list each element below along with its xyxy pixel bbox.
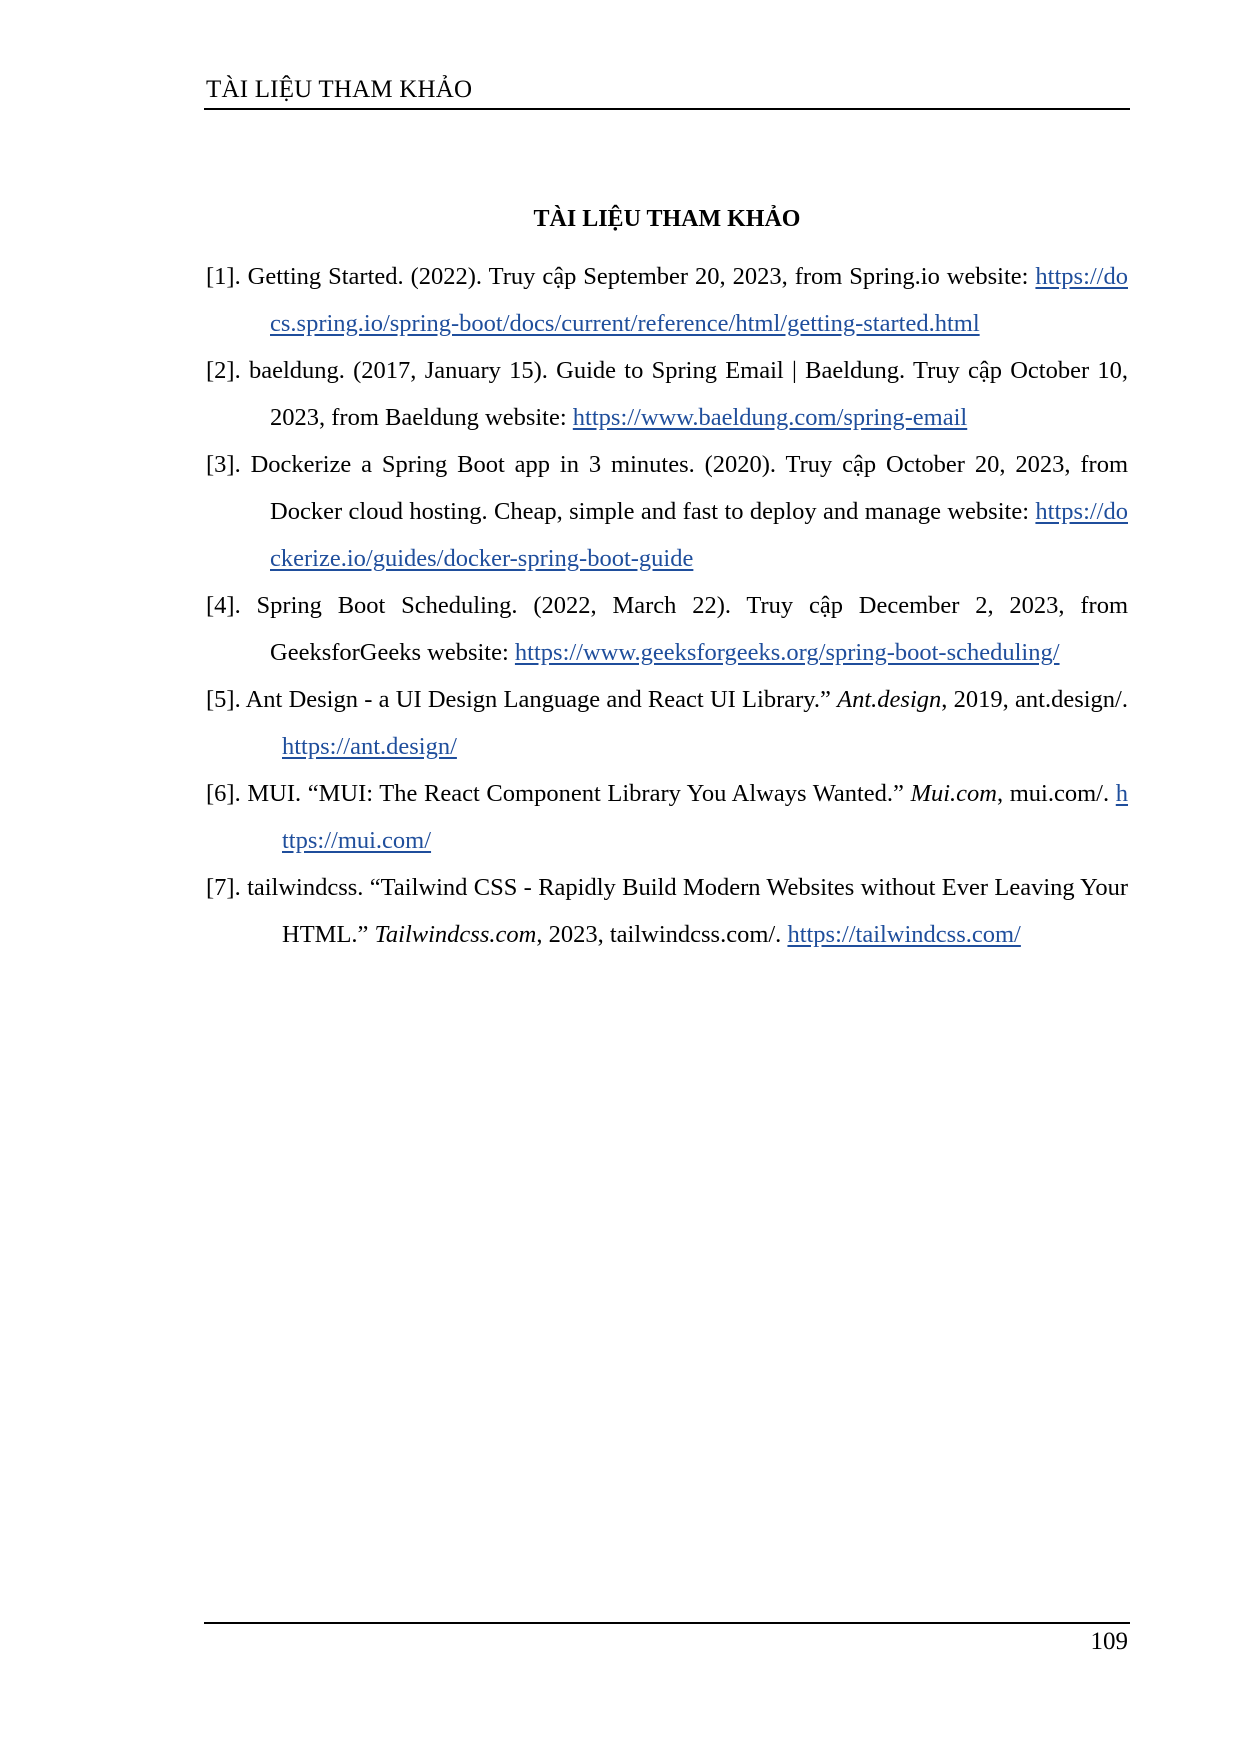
reference-number: [2]. <box>206 357 241 384</box>
reference-link[interactable]: https://dockerize.io/guides/docker-spring-boot-guide <box>270 498 1128 572</box>
reference-link[interactable]: https://mui.com/ <box>282 780 1129 854</box>
reference-link[interactable]: https://ant.design/ <box>282 733 457 760</box>
reference-item-3 <box>206 441 1128 582</box>
header-divider <box>204 108 1130 110</box>
reference-link[interactable]: https://www.geeksforgeeks.org/spring-boot-scheduling/ <box>514 639 1060 666</box>
reference-link[interactable]: https://www.baeldung.com/spring-email <box>572 404 968 431</box>
reference-item-6 <box>206 770 1128 864</box>
reference-number: [4]. <box>206 592 241 619</box>
reference-text: Getting Started. (2022). Truy cập September 20, 2023, from Spring.io website: <box>247 263 1029 290</box>
reference-item-4 <box>206 582 1128 676</box>
reference-text: Dockerize a Spring Boot app in 3 minutes. (2020). Truy cập October 20, 2023, from Docker cloud hosting. Cheap, simple and fast to deploy and manage website: <box>250 451 1128 525</box>
reference-text: MUI. “MUI: The React Component Library You Always Wanted.” <box>247 780 911 807</box>
reference-text: tailwindcss. “Tailwind CSS - Rapidly Build Modern Websites without Ever Leaving Your HTML.” <box>247 874 1129 948</box>
reference-item-1 <box>206 253 1128 347</box>
reference-source-title: Tailwindcss.com <box>374 921 537 948</box>
reference-source-title: Mui.com <box>910 780 997 807</box>
reference-link[interactable]: https://tailwindcss.com/ <box>787 921 1021 948</box>
reference-number: [7]. <box>206 874 241 901</box>
reference-item-5 <box>206 676 1128 770</box>
reference-text: Ant Design - a UI Design Language and React UI Library.” <box>245 686 838 713</box>
reference-text: Spring Boot Scheduling. (2022, March 22). Truy cập December 2, 2023, from GeeksforGeeks website: <box>256 592 1129 666</box>
reference-number: [5]. <box>206 686 241 713</box>
reference-number: [1]. <box>206 263 241 290</box>
reference-number: [6]. <box>206 780 241 807</box>
reference-list <box>206 253 1128 958</box>
reference-text: baeldung. (2017, January 15). Guide to Spring Email | Baeldung. Truy cập October 10, 2023, from Baeldung website: <box>248 357 1129 431</box>
reference-item-2 <box>206 347 1128 441</box>
reference-text: , 2023, tailwindcss.com/. <box>536 921 788 948</box>
running-header: TÀI LIỆU THAM KHẢO <box>206 76 473 103</box>
page-number: 109 <box>1090 1628 1128 1655</box>
reference-number: [3]. <box>206 451 241 478</box>
reference-text: , mui.com/. <box>996 780 1116 807</box>
reference-text: , 2019, ant.design/. <box>941 686 1128 713</box>
footer-divider <box>204 1622 1130 1624</box>
reference-item-7 <box>206 864 1128 958</box>
reference-source-title: Ant.design <box>837 686 942 713</box>
reference-link[interactable]: https://docs.spring.io/spring-boot/docs/current/reference/html/getting-started.html <box>270 263 1128 337</box>
section-title: TÀI LIỆU THAM KHẢO <box>533 206 801 232</box>
